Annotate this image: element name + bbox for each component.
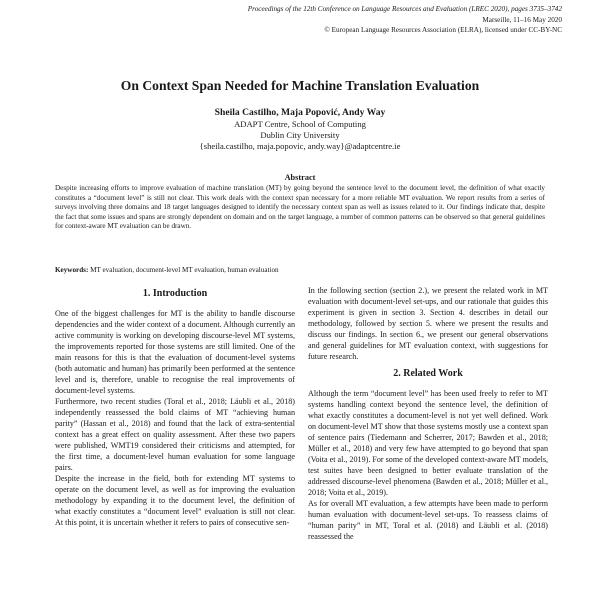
author-names: Sheila Castilho, Maja Popović, Andy Way <box>214 107 386 118</box>
paragraph: In the following section (section 2.), we present the related work in MT evaluation with document-level set-ups, and our rationale that guides this experiment is given in section 3. Section 4. describes in detail our methodology, followed by section 5. where we present the results and discuss our findings. In section 6., we present our general observations and general guidelines for MT evaluation context, with suggestions for future research. <box>308 286 548 361</box>
abstract-text: Despite increasing efforts to improve evaluation of machine translation (MT) by going beyond the sentence level to the document level, the definition of what exactly constitutes a “document level” is still not clear. This work deals with the context span necessary for a more reliable MT evaluation. We report results from a series of surveys involving three domains and 18 target languages designed to identify the necessary context span as well as issues related to it. Our findings indicate that, despite the fact that some issues and spans are strongly dependent on domain and on the target language, a number of common patterns can be observed so that general guidelines for context-aware MT evaluation can be drawn. <box>55 184 545 230</box>
section-heading-introduction: 1. Introduction <box>142 288 208 299</box>
paper-title: On Context Span Needed for Machine Translation Evaluation <box>120 78 480 93</box>
keywords-text: MT evaluation, document-level MT evaluation, human evaluation <box>88 266 279 274</box>
abstract-heading: Abstract <box>284 173 316 182</box>
paragraph: One of the biggest challenges for MT is the ability to handle discourse dependencies and the wider context of a document. Although currently an active community is working on developing discourse-level MT systems, the improvements reported for those systems are still limited. One of the main reasons for this is that the evaluation of document-level systems (both automatic and human) has primarily been performed at the sentence level and is, therefore, unable to recognise the real improvements of document-level systems. <box>55 309 295 395</box>
affiliation-line: ADAPT Centre, School of Computing <box>234 119 366 129</box>
right-column <box>308 285 548 542</box>
affiliation-line: Dublin City University <box>260 130 340 141</box>
paragraph: Despite the increase in the field, both for extending MT systems to operate on the document level, as well as for improving the evaluation methodology by expanding it to the document level, the definition of what exactly constitutes a “document level” evaluation is still not clear. At this point, it is uncertain whether it refers to pairs of consecutive sen- <box>55 474 295 527</box>
section-heading-related-work: 2. Related Work <box>393 368 463 379</box>
paragraph: Although the term “document level” has been used freely to refer to MT systems handling context beyond the sentence level, the definition of what exactly constitutes a document-level is not yet well defined. Work on document-level MT show that those systems mostly use a context span of sentence pairs (Tiedemann and Scherrer, 2017; Bawden et al., 2018; Müller et al., 2018) and very few have attempted to go beyond that span (Voita et al., 2019). For some of the developed context-aware MT models, test suites have been designed to better evaluate translation of the addressed discourse-level phenomena (Bawden et al., 2018; Müller et al., 2018; Voita et al., 2019). <box>308 389 548 497</box>
keywords <box>55 266 545 276</box>
author-email: {sheila.castilho, maja.popovic, andy.way}@adaptcentre.ie <box>199 141 401 152</box>
left-column <box>55 282 295 528</box>
paragraph: Furthermore, two recent studies (Toral et al., 2018; Läubli et al., 2018) independently reassessed the bold claims of MT “achieving human parity” (Hassan et al., 2018) and found that the lack of extra-sentential context has a great effect on quality assessment. After these two papers were published, WMT19 considered their criticisms and attempted, for the first time, a document-level human evaluation for some language pairs. <box>55 397 295 472</box>
copyright-line: © European Language Resources Association (ELRA), licensed under CC-BY-NC <box>324 26 562 34</box>
proceedings-header <box>248 4 562 36</box>
proceedings-location: Marseille, 11–16 May 2020 <box>482 15 562 24</box>
keywords-label: Keywords: <box>55 266 89 274</box>
author-block <box>0 107 600 153</box>
paragraph: As for overall MT evaluation, a few attempts have been made to perform human evaluation with document-level set-ups. To reassess claims of “human parity” in MT, Toral et al. (2018) and Läubli et al. (2018) reassessed the <box>308 499 548 541</box>
proceedings-line: Proceedings of the 12th Conference on Language Resources and Evaluation (LREC 2020), pages 3735–3742 <box>247 5 562 13</box>
